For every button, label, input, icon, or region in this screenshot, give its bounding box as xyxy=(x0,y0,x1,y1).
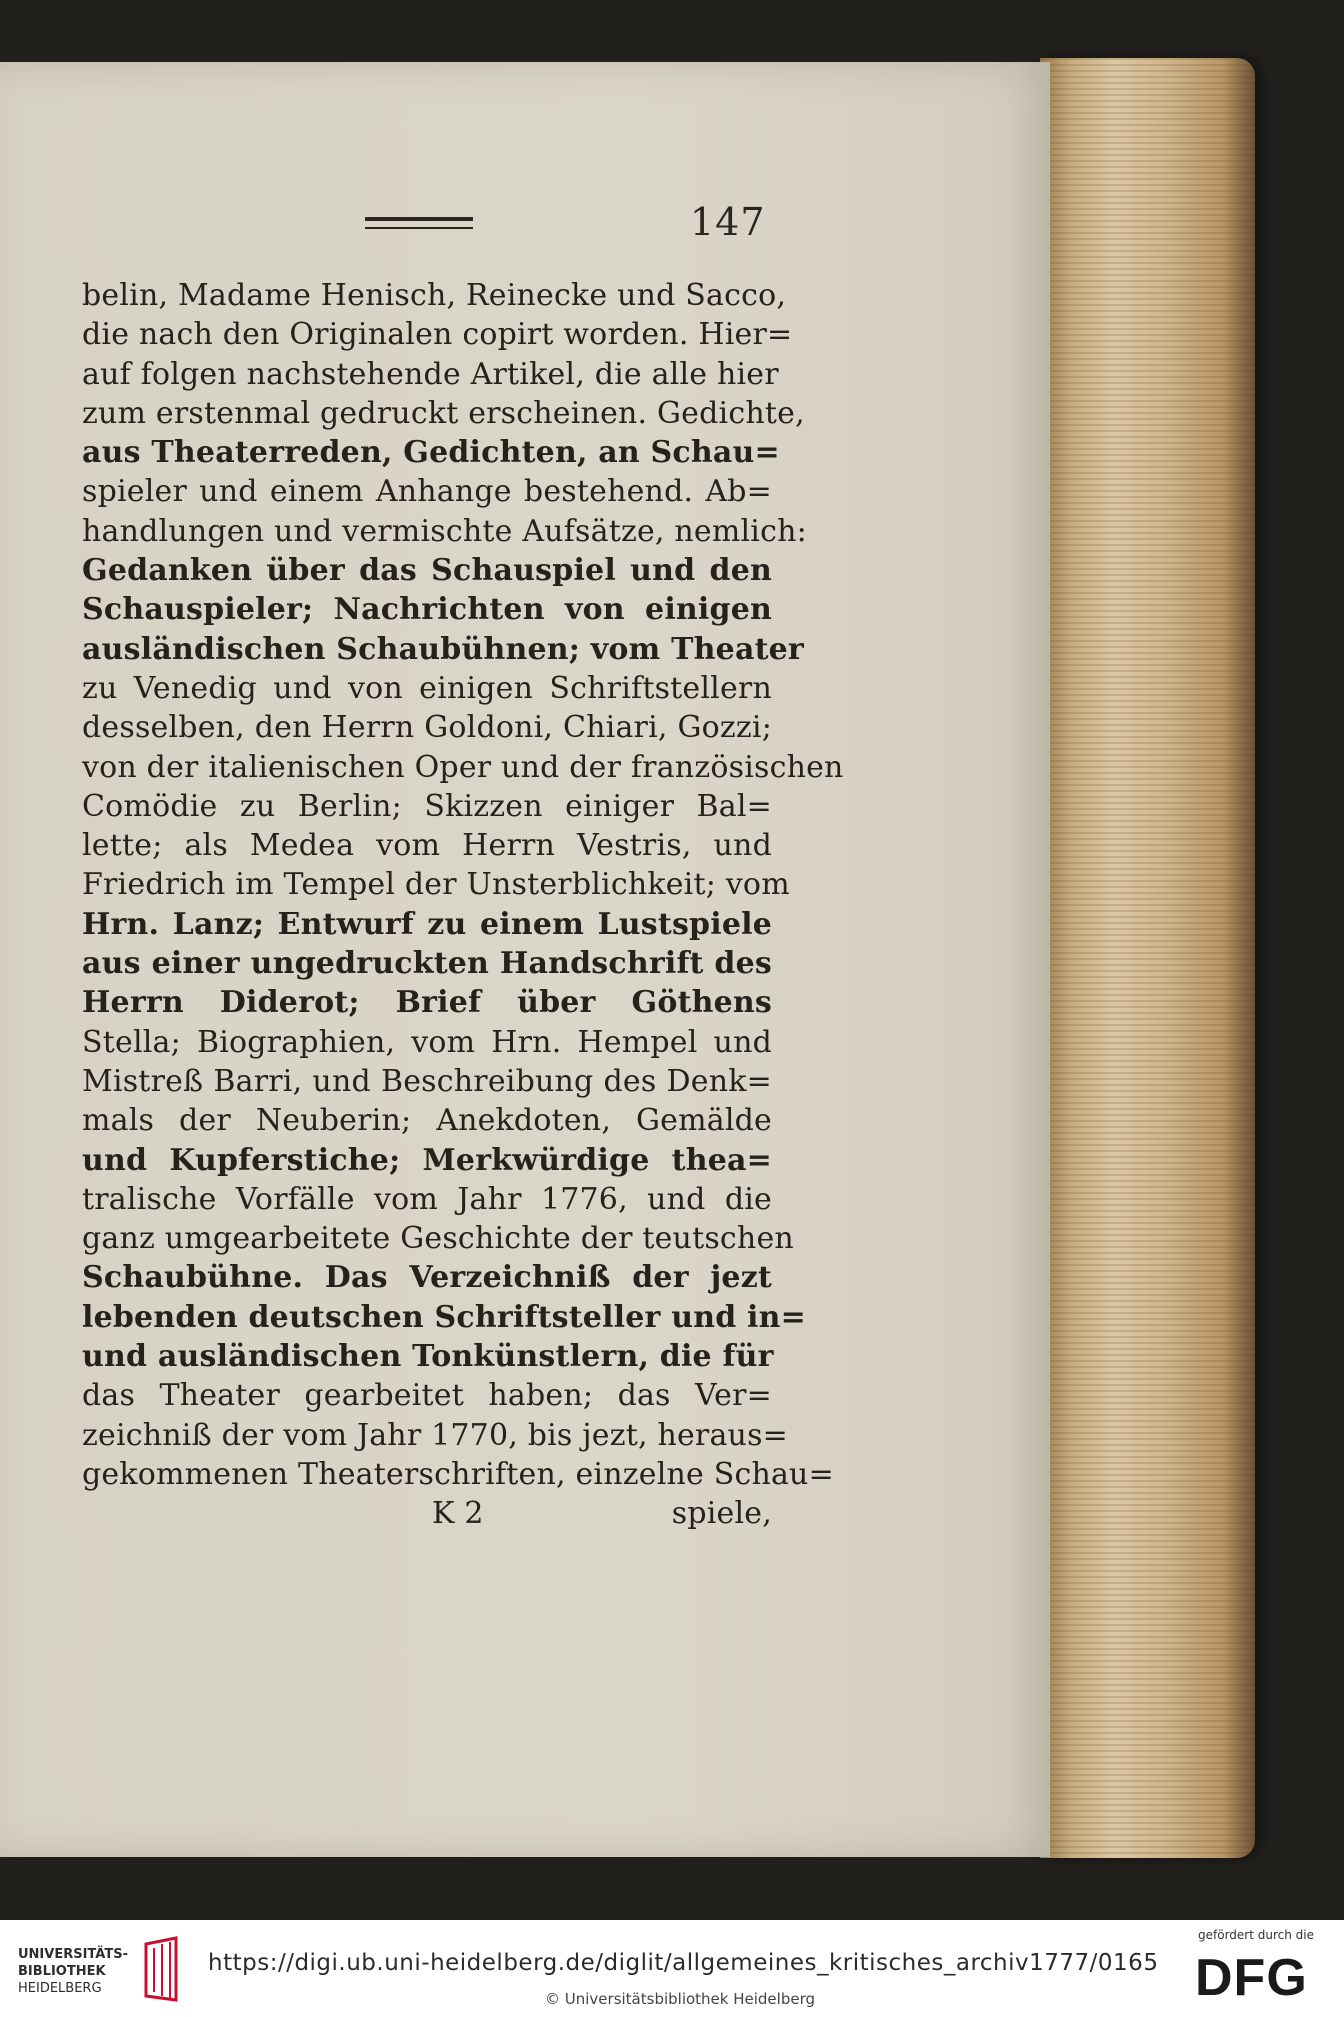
library-logo-icon xyxy=(136,1934,188,2004)
text-line: mals der Neuberin; Anekdoten, Gemälde xyxy=(82,1103,772,1139)
text-line: ganz umgearbeitete Geschichte der teutschen xyxy=(82,1221,794,1257)
text-line: Stella; Biographien, vom Hrn. Hempel und xyxy=(82,1024,772,1060)
page-number: 147 xyxy=(690,200,766,244)
header-rule xyxy=(365,217,473,229)
text-line: lette; als Medea vom Herrn Vestris, und xyxy=(82,828,772,864)
text-line: tralische Vorfälle vom Jahr 1776, und die xyxy=(82,1181,772,1217)
text-line: Schaubühne. Das Verzeichniß der jezt xyxy=(82,1260,772,1296)
text-line: Friedrich im Tempel der Unsterblichkeit; vom xyxy=(82,867,790,903)
text-line: zeichniß der vom Jahr 1770, bis jezt, heraus= xyxy=(82,1417,789,1453)
page-edges xyxy=(1040,58,1255,1858)
copyright-notice: © Universitätsbibliothek Heidelberg xyxy=(545,1990,816,2008)
text-line: von der italienischen Oper und der französischen xyxy=(82,749,844,785)
text-line: zu Venedig und von einigen Schriftstellern xyxy=(82,670,772,706)
text-line: lebenden deutschen Schriftsteller und in= xyxy=(82,1299,806,1335)
funder-note: gefördert durch die xyxy=(1198,1928,1314,1942)
text-line: spieler und einem Anhange bestehend. Ab= xyxy=(82,474,772,510)
text-line: Comödie zu Berlin; Skizzen einiger Bal= xyxy=(82,788,772,824)
text-line: Mistreß Barri, und Beschreibung des Denk= xyxy=(82,1063,772,1099)
text-line: die nach den Originalen copirt worden. Hier= xyxy=(82,317,793,353)
text-line: handlungen und vermischte Aufsätze, nemlich: xyxy=(82,513,807,549)
text-line: desselben, den Herrn Goldoni, Chiari, Gozzi; xyxy=(82,710,772,746)
text-line: und ausländischen Tonkünstlern, die für xyxy=(82,1339,774,1375)
dfg-logo: DFG xyxy=(1195,1949,1308,2007)
text-line: auf folgen nachstehende Artikel, die alle hier xyxy=(82,356,779,392)
text-line: aus einer ungedruckten Handschrift des xyxy=(82,946,772,982)
text-line: Gedanken über das Schauspiel und den xyxy=(82,553,772,589)
signature-mark: K 2 xyxy=(432,1496,484,1532)
text-line: Schauspieler; Nachrichten von einigen xyxy=(82,592,772,628)
text-line: aus Theaterreden, Gedichten, an Schau= xyxy=(82,435,780,471)
viewer-footer xyxy=(0,1920,1344,2017)
text-line: das Theater gearbeitet haben; das Ver= xyxy=(82,1378,772,1414)
text-line: gekommenen Theaterschriften, einzelne Schau= xyxy=(82,1456,834,1492)
text-line: belin, Madame Henisch, Reinecke und Sacco, xyxy=(82,278,787,313)
library-logo-text xyxy=(18,1946,128,1997)
signature-line xyxy=(82,1494,772,1533)
text-line: und Kupferstiche; Merkwürdige thea= xyxy=(82,1142,772,1178)
catchword: spiele, xyxy=(671,1496,772,1532)
permalink-url[interactable]: https://digi.ub.uni-heidelberg.de/diglit/allgemeines_kritisches_archiv1777/0165 xyxy=(208,1950,1159,1976)
text-line: Hrn. Lanz; Entwurf zu einem Lustspiele xyxy=(82,906,772,942)
text-line: zum erstenmal gedruckt erscheinen. Gedichte, xyxy=(82,395,805,431)
text-line: ausländischen Schaubühnen; vom Theater xyxy=(82,631,804,667)
library-name-line-1: UNIVERSITÄTS- xyxy=(18,1947,128,1962)
page-text xyxy=(82,276,844,1534)
library-name-line-3: HEIDELBERG xyxy=(18,1981,102,1996)
library-name-line-2: BIBLIOTHEK xyxy=(18,1964,106,1979)
text-line: Herrn Diderot; Brief über Göthens xyxy=(82,985,772,1021)
